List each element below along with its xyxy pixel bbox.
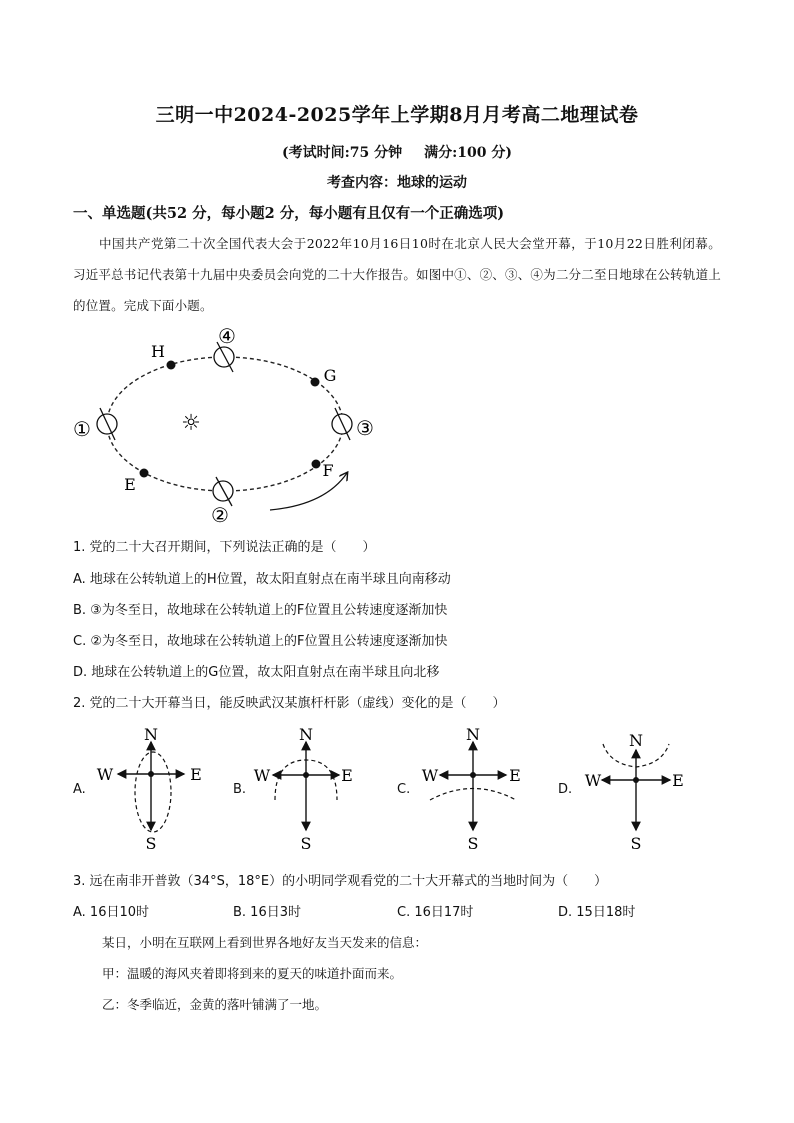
q1-option-b: B. ③为冬至日，故地球在公转轨道上的F位置且公转速度逐渐加快 [73, 603, 448, 618]
compass-a [97, 725, 202, 853]
orbit-diagram [60, 320, 390, 530]
compass-b [254, 725, 353, 853]
position-label-4: ④ [218, 324, 236, 348]
compass-c-n: N [466, 725, 480, 744]
q2-label-c: C. [397, 782, 411, 797]
time-info: (考试时间:75 分钟 [281, 145, 403, 161]
q1-option-d: D. 地球在公转轨道上的G位置，故太阳直射点在南半球且向北移 [73, 665, 440, 680]
compass-d-w: W [584, 771, 602, 790]
point-label-g: G [323, 366, 337, 385]
compass-a-s: S [145, 834, 157, 853]
compass-b-n: N [299, 725, 313, 744]
sun-icon: ☼ [181, 411, 201, 436]
q3-option-b: B. 16日3时 [233, 905, 301, 920]
q1-option-c: C. ②为冬至日，故地球在公转轨道上的F位置且公转速度逐渐加快 [73, 634, 448, 649]
revolution-direction-arrow [270, 473, 347, 510]
q2-stem: 2. 党的二十大开幕当日，能反映武汉某旗杆杆影（虚线）变化的是（ ） [73, 696, 506, 711]
compass-d [585, 731, 684, 853]
point-label-h: H [151, 342, 165, 361]
earth-position-1 [97, 408, 117, 440]
q1-stem: 1. 党的二十大召开期间，下列说法正确的是（ ） [73, 540, 376, 555]
compass-b-w: W [253, 766, 271, 785]
q3-option-a: A. 16日10时 [73, 905, 150, 920]
compass-c [422, 725, 521, 853]
q2-label-a: A. [73, 782, 86, 797]
exam-info [0, 142, 794, 162]
earth-position-3 [332, 408, 352, 440]
shadow-compass-diagrams [90, 722, 710, 857]
q3-stem: 3. 远在南非开普敦（34°S，18°E）的小明同学观看党的二十大开幕式的当地时间为（ ） [73, 874, 608, 889]
shadow-curve-a [135, 752, 171, 832]
compass-d-e: E [672, 771, 684, 790]
q2-label-d: D. [558, 782, 573, 797]
q3-option-c: C. 16日17时 [397, 905, 474, 920]
q2-label-b: B. [233, 782, 247, 797]
q3-option-d: D. 15日18时 [558, 905, 636, 920]
compass-d-n: N [629, 731, 643, 750]
point-g [311, 378, 320, 387]
score-info: 满分:100 分) [424, 145, 513, 161]
section-heading: 一、单选题(共52 分，每小题2 分，每小题有且仅有一个正确选项) [73, 205, 505, 222]
q1-option-a: A. 地球在公转轨道上的H位置，故太阳直射点在南半球且向南移动 [73, 572, 451, 587]
compass-d-s: S [630, 834, 642, 853]
material2-yi: 乙：冬季临近，金黄的落叶铺满了一地。 [102, 997, 328, 1012]
point-f [312, 460, 321, 469]
point-h [167, 361, 176, 370]
position-label-1: ① [73, 417, 91, 441]
compass-c-e: E [509, 766, 521, 785]
compass-c-w: W [421, 766, 439, 785]
compass-b-s: S [300, 834, 312, 853]
compass-b-e: E [341, 766, 353, 785]
material2-jia: 甲：温暖的海风夹着即将到来的夏天的味道扑面而来。 [102, 966, 403, 981]
compass-c-s: S [467, 834, 479, 853]
point-e [140, 469, 149, 478]
compass-a-e: E [190, 765, 202, 784]
earth-position-2 [213, 477, 233, 506]
point-label-e: E [124, 475, 136, 494]
material2-intro: 某日，小明在互联网上看到世界各地好友当天发来的信息： [102, 935, 428, 950]
page-title: 三明一中2024-2025学年上学期8月月考高二地理试卷 [155, 104, 639, 126]
point-label-f: F [322, 461, 334, 480]
compass-a-w: W [96, 765, 114, 784]
position-label-2: ② [211, 503, 229, 527]
position-label-3: ③ [356, 416, 374, 440]
content-info: 考查内容：地球的运动 [327, 175, 467, 191]
compass-a-n: N [144, 725, 158, 744]
intro-paragraph: 中国共产党第二十次全国代表大会于2022年10月16日10时在北京人民大会堂开幕，于10月22日胜利闭幕。习近平总书记代表第十九届中央委员会向党的二十大作报告。如图中①、②、③、④为二分二至日地球在公转轨道上的位置。完成下面小题。 [73, 236, 721, 313]
